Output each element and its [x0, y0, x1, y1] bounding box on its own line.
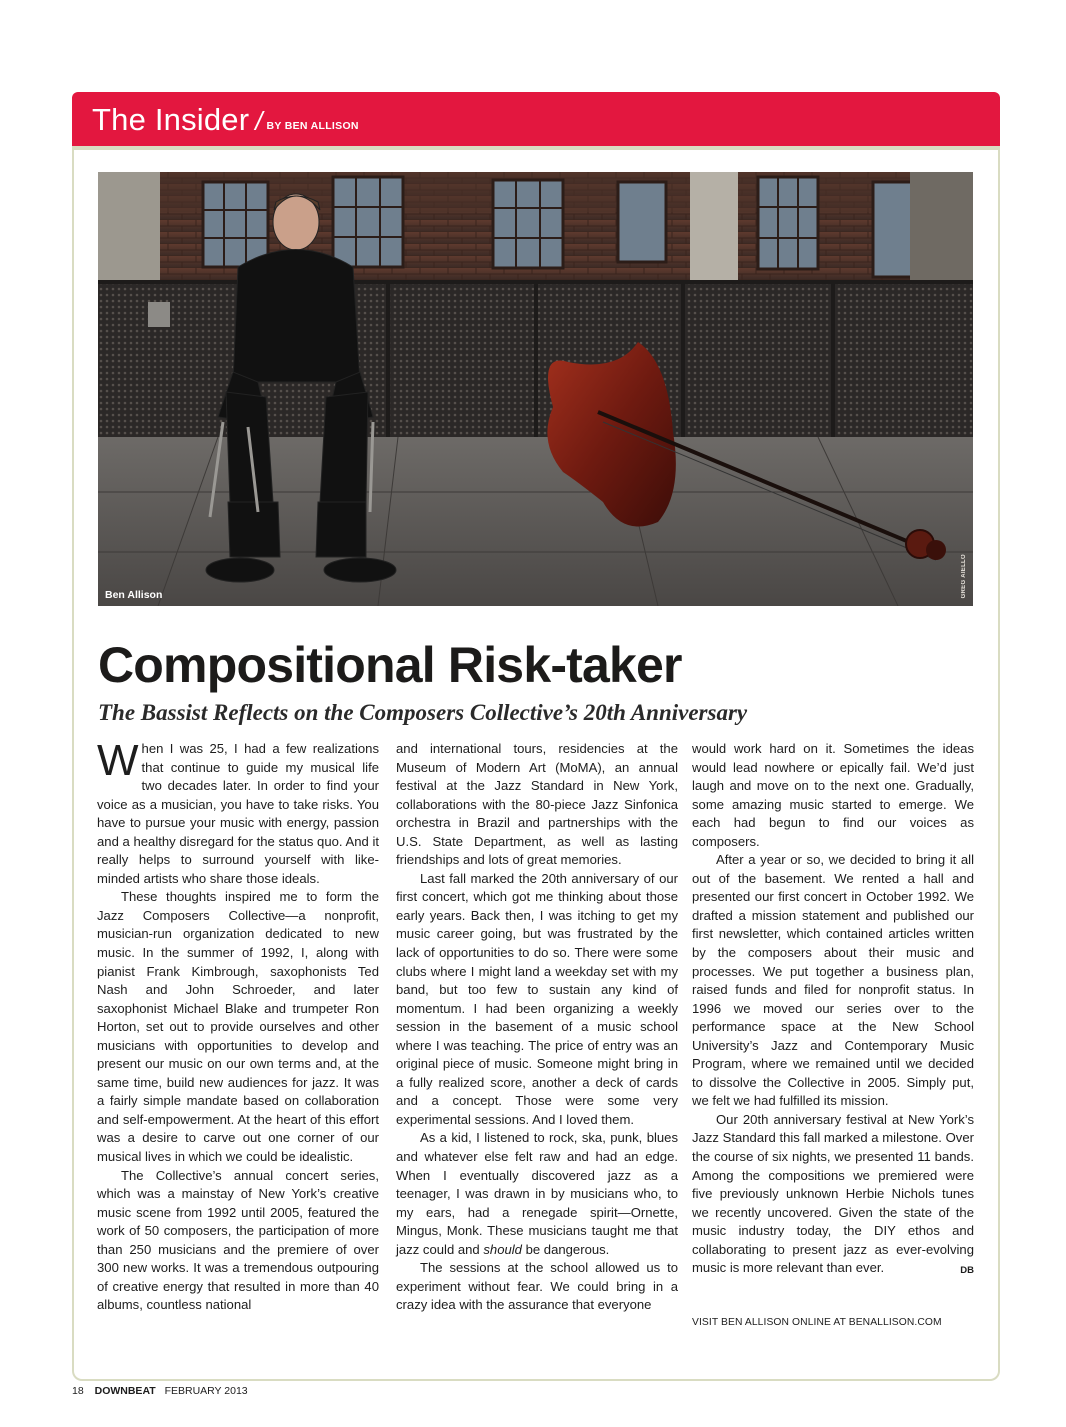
paragraph-text: Our 20th anniversary festival at New York’s Jazz Standard this fall marked a milestone. Over the course of six nights, we presented 11 bands. Among the compositions we premiered were five previously unknown Herbie Nichols tunes we recently uncovered. Given the state of the music industry today, the DIY ethos and collaborating to present jazz as ever-evolving music is more relevant than ever.: [692, 1111, 974, 1276]
article-headline: Compositional Risk-taker: [98, 637, 682, 693]
article-paragraph: would work hard on it. Sometimes the ideas would lead nowhere or epically fail. We’d just laugh and move on to the next one. Gradually, some amazing music started to emerge. We each had begun to find our voices as composers.: [692, 741, 974, 849]
photo-caption: Ben Allison: [105, 589, 163, 601]
article-paragraph: [396, 1129, 678, 1259]
issue-date: FEBRUARY 2013: [164, 1385, 248, 1397]
article-paragraph: After a year or so, we decided to bring it all out of the basement. We rented a hall and presented our first concert in October 1992. We drafted a mission statement and published our first newsletter, which contained articles written by the composers about their music and processes. We put together a business plan, raised funds and filed for nonprofit status. In 1996 we moved our series over to the performance space at the New School University’s Jazz and Contemporary Music Program, where we remained until we decided to dissolve the Collective in 2005. Simply put, we felt we had fulfilled its mission.: [692, 852, 974, 1109]
paragraph-text: As a kid, I listened to rock, ska, punk, blues and whatever else felt raw and had an edge. When I eventually discovered jazz as a teenager, I was drawn in by musicians who, to my ears, had a renegade spirit—Ornette, Mingus, Monk. These musicians taught me that jazz could and: [396, 1130, 678, 1257]
page-footer: [72, 1385, 248, 1397]
feature-photo: [98, 172, 973, 606]
section-divider: /: [255, 106, 263, 136]
section-banner: [72, 92, 1000, 146]
article-paragraph: The sessions at the school allowed us to experiment without fear. We could bring in a crazy idea with the assurance that everyone: [396, 1260, 678, 1313]
photo-illustration: [98, 172, 973, 606]
emphasis-text: should: [483, 1241, 522, 1257]
article-column-3: [692, 740, 974, 1281]
website-note: VISIT BEN ALLISON ONLINE AT BENALLISON.COM: [692, 1317, 942, 1328]
drop-cap: W: [97, 736, 139, 785]
byline: BY BEN ALLISON: [266, 120, 359, 132]
end-mark: DB: [960, 1265, 974, 1277]
page-number: 18: [72, 1385, 84, 1397]
article-paragraph: The Collective’s annual concert series, which was a mainstay of New York’s creative music scene from 1992 until 2005, featured the work of 50 composers, the participation of more than 250 musicians and the premiere of over 300 new works. It was a tremendous outpouring of creative energy that resulted in more than 40 albums, countless national: [97, 1167, 379, 1313]
article-paragraph: [97, 736, 379, 888]
article-column-2: [396, 740, 678, 1315]
article-column-1: [97, 736, 379, 1315]
paragraph-text: hen I was 25, I had a few realizations that continue to guide my musical life two decades later. In order to find your voice as a musician, you have to take risks. You have to pursue your music with energy, passion and a healthy disregard for the status quo. And it really helps to surround yourself with like-minded artists who share those ideals.: [97, 741, 379, 886]
section-title: The Insider: [92, 102, 250, 137]
paragraph-text: be dangerous.: [525, 1241, 610, 1257]
article-deck: The Bassist Reflects on the Composers Collective’s 20th Anniversary: [98, 700, 748, 725]
article-paragraph: Last fall marked the 20th anniversary of our first concert, which got me thinking about those early years. Back then, I was itching to get my music career going, but was frustrated by the lack of opportunities to do so. There were some clubs where I might land a weekday set with my band, but too few to sustain any kind of momentum. I had been organizing a weekly session in the basement of a music school where I was teaching. The price of entry was an original piece of music. Someone might bring in a fully realized score, another a deck of cards and a concept. Those were some very experimental sessions. And I loved them.: [396, 870, 678, 1127]
article-paragraph: and international tours, residencies at the Museum of Modern Art (MoMA), an annual festival at the Jazz Standard in New York, collaborations with the 80-piece Jazz Sinfonica orchestra in Brazil and partnerships with the U.S. State Department, as well as lasting friendships and lots of great memories.: [396, 741, 678, 868]
article-paragraph: These thoughts inspired me to form the Jazz Composers Collective—a nonprofit, musician-run organization dedicated to new music. In the summer of 1992, I, along with pianist Frank Kimbrough, saxophonists Ted Nash and John Schroeder, and later saxophonist Michael Blake and trumpeter Ron Horton, set out to provide ourselves and other musicians with opportunities to develop and present our music on our own terms and, at the same time, build new audiences for jazz. It was a fairly simple mandate based on collaboration and self-empowerment. At the heart of this effort was a desire to carve out one corner of our musical lives in which we could be idealistic.: [97, 889, 379, 1165]
photo-credit: GREG AIELLO: [961, 553, 967, 598]
magazine-name: DOWNBEAT: [94, 1385, 156, 1397]
article-paragraph: [692, 1111, 974, 1278]
